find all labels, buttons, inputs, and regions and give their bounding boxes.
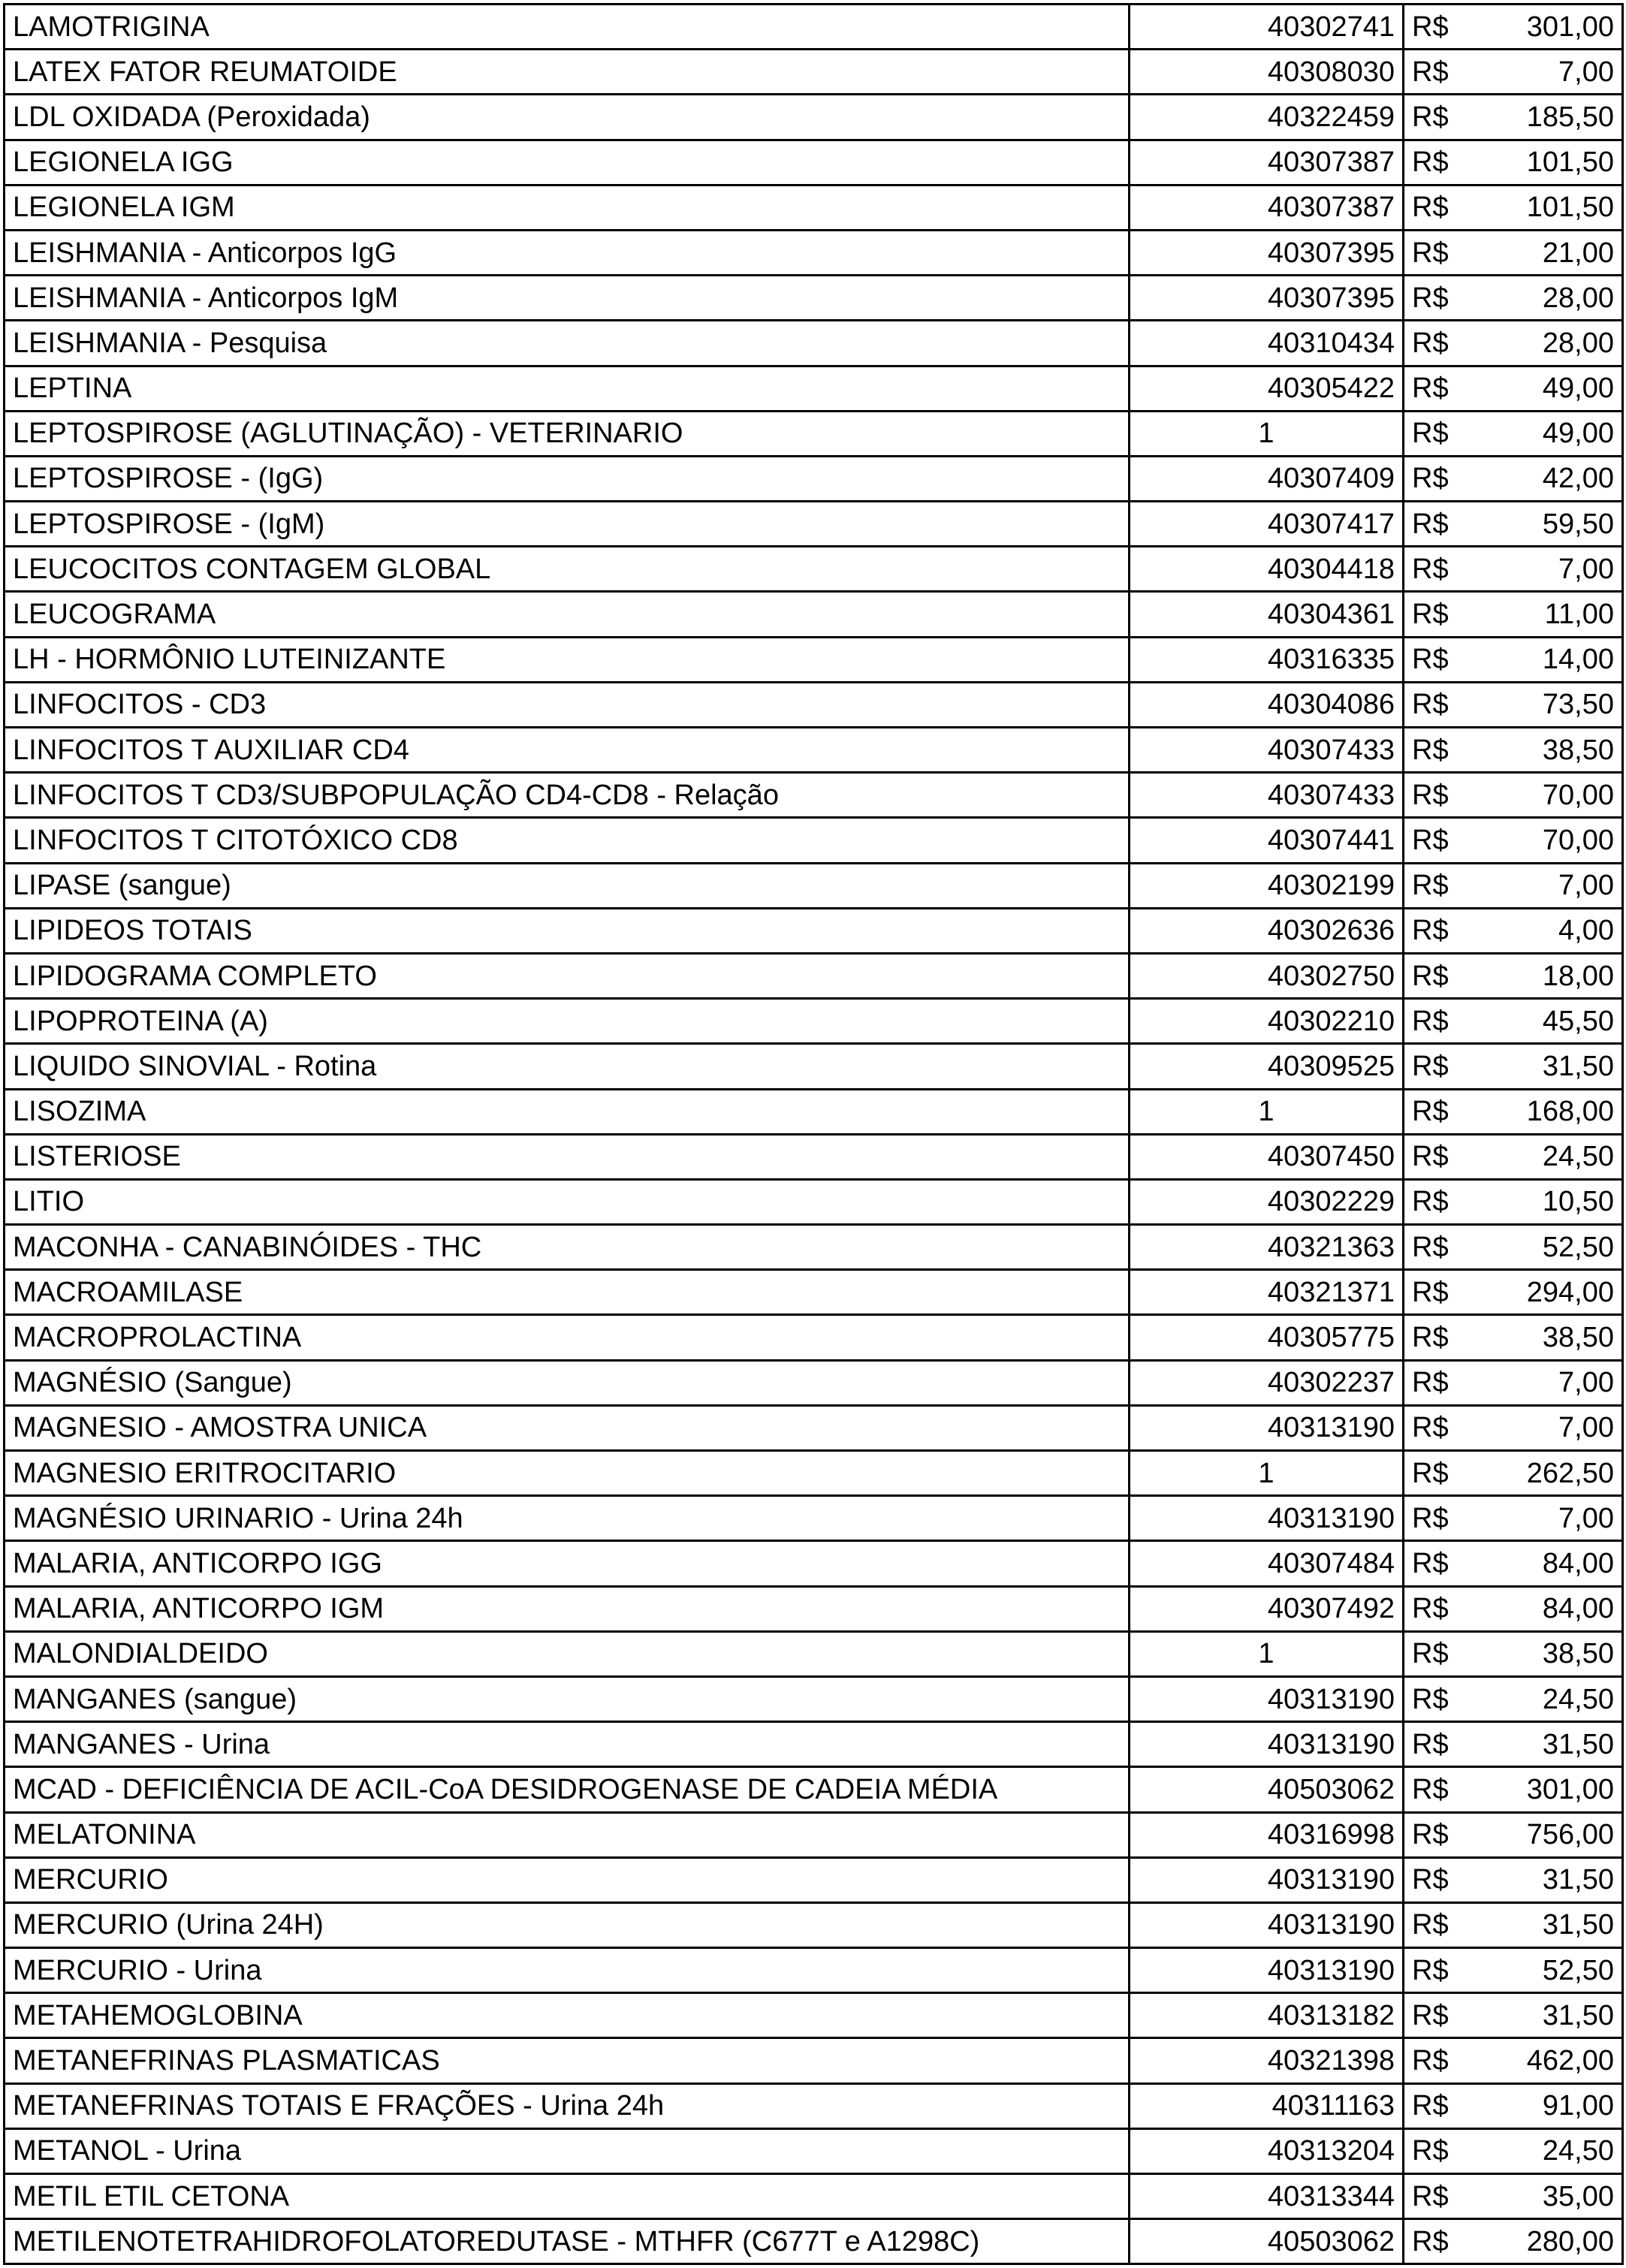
exam-name-cell: MALONDIALDEIDO bbox=[5, 1631, 1130, 1676]
exam-name-cell: LEUCOGRAMA bbox=[5, 592, 1130, 637]
table-row bbox=[5, 1451, 1623, 1496]
table-row bbox=[5, 818, 1623, 863]
currency-symbol-cell: R$ bbox=[1404, 140, 1464, 185]
currency-symbol-cell: R$ bbox=[1404, 502, 1464, 547]
price-value-cell: 35,00 bbox=[1464, 2174, 1623, 2219]
exam-name-cell: MACROAMILASE bbox=[5, 1270, 1130, 1315]
price-value-cell: 7,00 bbox=[1464, 863, 1623, 908]
table-row bbox=[5, 592, 1623, 637]
table-row bbox=[5, 2219, 1623, 2264]
table-row bbox=[5, 1948, 1623, 1993]
table-row bbox=[5, 2174, 1623, 2219]
exam-code-cell: 40302750 bbox=[1130, 953, 1404, 998]
currency-symbol-cell: R$ bbox=[1404, 1902, 1464, 1947]
price-value-cell: 49,00 bbox=[1464, 366, 1623, 411]
exam-code-cell: 40302636 bbox=[1130, 908, 1404, 953]
table-row bbox=[5, 728, 1623, 773]
exam-code-cell: 40313204 bbox=[1130, 2128, 1404, 2173]
table-row bbox=[5, 1902, 1623, 1947]
currency-symbol-cell: R$ bbox=[1404, 953, 1464, 998]
exam-code-cell: 40307417 bbox=[1130, 502, 1404, 547]
exam-name-cell: MAGNESIO ERITROCITARIO bbox=[5, 1451, 1130, 1496]
table-row bbox=[5, 5, 1623, 50]
price-value-cell: 38,50 bbox=[1464, 728, 1623, 773]
exam-code-cell: 40307433 bbox=[1130, 773, 1404, 818]
exam-name-cell: MCAD - DEFICIÊNCIA DE ACIL-CoA DESIDROGENASE DE CADEIA MÉDIA bbox=[5, 1767, 1130, 1812]
exam-code-cell: 40311163 bbox=[1130, 2083, 1404, 2128]
price-value-cell: 91,00 bbox=[1464, 2083, 1623, 2128]
exam-code-cell: 40313190 bbox=[1130, 1405, 1404, 1450]
exam-code-cell: 40503062 bbox=[1130, 2219, 1404, 2264]
exam-name-cell: MERCURIO (Urina 24H) bbox=[5, 1902, 1130, 1947]
table-row bbox=[5, 1044, 1623, 1089]
exam-name-cell: METANEFRINAS PLASMATICAS bbox=[5, 2038, 1130, 2083]
currency-symbol-cell: R$ bbox=[1404, 863, 1464, 908]
currency-symbol-cell: R$ bbox=[1404, 230, 1464, 275]
exam-code-cell: 40313190 bbox=[1130, 1948, 1404, 1993]
exam-name-cell: LH - HORMÔNIO LUTEINIZANTE bbox=[5, 637, 1130, 682]
price-value-cell: 301,00 bbox=[1464, 5, 1623, 50]
table-row bbox=[5, 1315, 1623, 1360]
exam-code-cell: 40302199 bbox=[1130, 863, 1404, 908]
price-value-cell: 84,00 bbox=[1464, 1586, 1623, 1631]
exam-code-cell: 40302237 bbox=[1130, 1360, 1404, 1405]
exam-name-cell: LAMOTRIGINA bbox=[5, 5, 1130, 50]
exam-code-cell: 40313190 bbox=[1130, 1857, 1404, 1902]
price-value-cell: 24,50 bbox=[1464, 1134, 1623, 1179]
exam-name-cell: LEPTINA bbox=[5, 366, 1130, 411]
price-value-cell: 31,50 bbox=[1464, 1044, 1623, 1089]
price-value-cell: 7,00 bbox=[1464, 1360, 1623, 1405]
exam-name-cell: MAGNESIO - AMOSTRA UNICA bbox=[5, 1405, 1130, 1450]
currency-symbol-cell: R$ bbox=[1404, 1451, 1464, 1496]
table-row bbox=[5, 502, 1623, 547]
exam-code-cell: 40307433 bbox=[1130, 728, 1404, 773]
exam-name-cell: LINFOCITOS T CITOTÓXICO CD8 bbox=[5, 818, 1130, 863]
price-value-cell: 28,00 bbox=[1464, 276, 1623, 321]
price-value-cell: 73,50 bbox=[1464, 682, 1623, 727]
price-value-cell: 38,50 bbox=[1464, 1315, 1623, 1360]
table-row bbox=[5, 682, 1623, 727]
table-row bbox=[5, 863, 1623, 908]
exam-name-cell: LEISHMANIA - Anticorpos IgG bbox=[5, 230, 1130, 275]
exam-code-cell: 40310434 bbox=[1130, 321, 1404, 366]
exam-name-cell: LIPASE (sangue) bbox=[5, 863, 1130, 908]
price-value-cell: 7,00 bbox=[1464, 1496, 1623, 1541]
exam-code-cell: 40309525 bbox=[1130, 1044, 1404, 1089]
price-value-cell: 14,00 bbox=[1464, 637, 1623, 682]
currency-symbol-cell: R$ bbox=[1404, 728, 1464, 773]
exam-name-cell: METIL ETIL CETONA bbox=[5, 2174, 1130, 2219]
table-row bbox=[5, 1134, 1623, 1179]
exam-code-cell: 40313190 bbox=[1130, 1902, 1404, 1947]
currency-symbol-cell: R$ bbox=[1404, 1631, 1464, 1676]
exam-code-cell: 40304418 bbox=[1130, 547, 1404, 592]
price-value-cell: 101,50 bbox=[1464, 185, 1623, 230]
exam-code-cell: 1 bbox=[1130, 1631, 1404, 1676]
price-value-cell: 59,50 bbox=[1464, 502, 1623, 547]
currency-symbol-cell: R$ bbox=[1404, 2128, 1464, 2173]
table-row bbox=[5, 276, 1623, 321]
table-row bbox=[5, 1676, 1623, 1721]
currency-symbol-cell: R$ bbox=[1404, 1586, 1464, 1631]
exam-code-cell: 40307492 bbox=[1130, 1586, 1404, 1631]
exam-name-cell: MACROPROLACTINA bbox=[5, 1315, 1130, 1360]
exam-code-cell: 40307484 bbox=[1130, 1541, 1404, 1586]
table-row bbox=[5, 1225, 1623, 1270]
exam-name-cell: LEPTOSPIROSE - (IgM) bbox=[5, 502, 1130, 547]
table-row bbox=[5, 1405, 1623, 1450]
table-row bbox=[5, 95, 1623, 140]
price-value-cell: 31,50 bbox=[1464, 1902, 1623, 1947]
price-table-body bbox=[5, 5, 1623, 2264]
exam-name-cell: LIPIDOGRAMA COMPLETO bbox=[5, 953, 1130, 998]
price-value-cell: 31,50 bbox=[1464, 1722, 1623, 1767]
currency-symbol-cell: R$ bbox=[1404, 1541, 1464, 1586]
table-row bbox=[5, 1631, 1623, 1676]
exam-name-cell: LATEX FATOR REUMATOIDE bbox=[5, 50, 1130, 95]
exam-name-cell: LIPOPROTEINA (A) bbox=[5, 999, 1130, 1044]
currency-symbol-cell: R$ bbox=[1404, 1134, 1464, 1179]
currency-symbol-cell: R$ bbox=[1404, 1857, 1464, 1902]
exam-name-cell: METANEFRINAS TOTAIS E FRAÇÕES - Urina 24h bbox=[5, 2083, 1130, 2128]
price-value-cell: 262,50 bbox=[1464, 1451, 1623, 1496]
price-value-cell: 10,50 bbox=[1464, 1179, 1623, 1224]
price-value-cell: 185,50 bbox=[1464, 95, 1623, 140]
exam-name-cell: LIPIDEOS TOTAIS bbox=[5, 908, 1130, 953]
currency-symbol-cell: R$ bbox=[1404, 276, 1464, 321]
table-row bbox=[5, 456, 1623, 501]
currency-symbol-cell: R$ bbox=[1404, 547, 1464, 592]
price-value-cell: 294,00 bbox=[1464, 1270, 1623, 1315]
exam-code-cell: 40313190 bbox=[1130, 1722, 1404, 1767]
currency-symbol-cell: R$ bbox=[1404, 1767, 1464, 1812]
price-value-cell: 756,00 bbox=[1464, 1812, 1623, 1857]
price-value-cell: 168,00 bbox=[1464, 1089, 1623, 1134]
exam-name-cell: LITIO bbox=[5, 1179, 1130, 1224]
exam-code-cell: 40307409 bbox=[1130, 456, 1404, 501]
table-row bbox=[5, 230, 1623, 275]
currency-symbol-cell: R$ bbox=[1404, 1812, 1464, 1857]
currency-symbol-cell: R$ bbox=[1404, 908, 1464, 953]
exam-name-cell: MERCURIO bbox=[5, 1857, 1130, 1902]
exam-code-cell: 40313190 bbox=[1130, 1496, 1404, 1541]
exam-name-cell: METILENOTETRAHIDROFOLATOREDUTASE - MTHFR (C677T e A1298C) bbox=[5, 2219, 1130, 2264]
currency-symbol-cell: R$ bbox=[1404, 2038, 1464, 2083]
exam-name-cell: MAGNÉSIO (Sangue) bbox=[5, 1360, 1130, 1405]
currency-symbol-cell: R$ bbox=[1404, 1722, 1464, 1767]
table-row bbox=[5, 1360, 1623, 1405]
currency-symbol-cell: R$ bbox=[1404, 1089, 1464, 1134]
exam-name-cell: LEPTOSPIROSE (AGLUTINAÇÃO) - VETERINARIO bbox=[5, 411, 1130, 456]
price-value-cell: 101,50 bbox=[1464, 140, 1623, 185]
exam-name-cell: MACONHA - CANABINÓIDES - THC bbox=[5, 1225, 1130, 1270]
exam-name-cell: LISOZIMA bbox=[5, 1089, 1130, 1134]
price-value-cell: 38,50 bbox=[1464, 1631, 1623, 1676]
exam-code-cell: 1 bbox=[1130, 1451, 1404, 1496]
currency-symbol-cell: R$ bbox=[1404, 592, 1464, 637]
exam-code-cell: 40307387 bbox=[1130, 185, 1404, 230]
currency-symbol-cell: R$ bbox=[1404, 95, 1464, 140]
exam-name-cell: LEGIONELA IGG bbox=[5, 140, 1130, 185]
table-row bbox=[5, 999, 1623, 1044]
price-value-cell: 4,00 bbox=[1464, 908, 1623, 953]
price-value-cell: 70,00 bbox=[1464, 773, 1623, 818]
exam-code-cell: 40322459 bbox=[1130, 95, 1404, 140]
price-value-cell: 31,50 bbox=[1464, 1857, 1623, 1902]
exam-code-cell: 40316998 bbox=[1130, 1812, 1404, 1857]
table-row bbox=[5, 908, 1623, 953]
table-row bbox=[5, 547, 1623, 592]
currency-symbol-cell: R$ bbox=[1404, 682, 1464, 727]
exam-code-cell: 40321363 bbox=[1130, 1225, 1404, 1270]
table-row bbox=[5, 1089, 1623, 1134]
exam-name-cell: MANGANES (sangue) bbox=[5, 1676, 1130, 1721]
exam-name-cell: LEUCOCITOS CONTAGEM GLOBAL bbox=[5, 547, 1130, 592]
price-value-cell: 280,00 bbox=[1464, 2219, 1623, 2264]
price-value-cell: 7,00 bbox=[1464, 547, 1623, 592]
currency-symbol-cell: R$ bbox=[1404, 366, 1464, 411]
price-value-cell: 11,00 bbox=[1464, 592, 1623, 637]
exam-name-cell: LIQUIDO SINOVIAL - Rotina bbox=[5, 1044, 1130, 1089]
exam-name-cell: LISTERIOSE bbox=[5, 1134, 1130, 1179]
exam-name-cell: MALARIA, ANTICORPO IGM bbox=[5, 1586, 1130, 1631]
currency-symbol-cell: R$ bbox=[1404, 456, 1464, 501]
currency-symbol-cell: R$ bbox=[1404, 1179, 1464, 1224]
price-value-cell: 70,00 bbox=[1464, 818, 1623, 863]
table-row bbox=[5, 2128, 1623, 2173]
table-row bbox=[5, 773, 1623, 818]
table-row bbox=[5, 50, 1623, 95]
table-row bbox=[5, 1179, 1623, 1224]
exam-name-cell: LEISHMANIA - Anticorpos IgM bbox=[5, 276, 1130, 321]
exam-name-cell: LINFOCITOS - CD3 bbox=[5, 682, 1130, 727]
exam-name-cell: MELATONINA bbox=[5, 1812, 1130, 1857]
price-value-cell: 24,50 bbox=[1464, 2128, 1623, 2173]
table-row bbox=[5, 1270, 1623, 1315]
exam-code-cell: 40307395 bbox=[1130, 276, 1404, 321]
exam-name-cell: LINFOCITOS T CD3/SUBPOPULAÇÃO CD4-CD8 - Relação bbox=[5, 773, 1130, 818]
currency-symbol-cell: R$ bbox=[1404, 2083, 1464, 2128]
currency-symbol-cell: R$ bbox=[1404, 1948, 1464, 1993]
currency-symbol-cell: R$ bbox=[1404, 1676, 1464, 1721]
table-row bbox=[5, 953, 1623, 998]
currency-symbol-cell: R$ bbox=[1404, 1044, 1464, 1089]
exam-code-cell: 40321371 bbox=[1130, 1270, 1404, 1315]
table-row bbox=[5, 1812, 1623, 1857]
exam-name-cell: LDL OXIDADA (Peroxidada) bbox=[5, 95, 1130, 140]
exam-code-cell: 40304086 bbox=[1130, 682, 1404, 727]
exam-code-cell: 40302229 bbox=[1130, 1179, 1404, 1224]
exam-name-cell: MANGANES - Urina bbox=[5, 1722, 1130, 1767]
currency-symbol-cell: R$ bbox=[1404, 2219, 1464, 2264]
currency-symbol-cell: R$ bbox=[1404, 185, 1464, 230]
exam-code-cell: 40307395 bbox=[1130, 230, 1404, 275]
currency-symbol-cell: R$ bbox=[1404, 1993, 1464, 2038]
table-row bbox=[5, 1496, 1623, 1541]
table-row bbox=[5, 140, 1623, 185]
currency-symbol-cell: R$ bbox=[1404, 1270, 1464, 1315]
exam-code-cell: 40321398 bbox=[1130, 2038, 1404, 2083]
table-row bbox=[5, 1541, 1623, 1586]
price-value-cell: 18,00 bbox=[1464, 953, 1623, 998]
exam-code-cell: 40503062 bbox=[1130, 1767, 1404, 1812]
price-value-cell: 301,00 bbox=[1464, 1767, 1623, 1812]
exam-code-cell: 40304361 bbox=[1130, 592, 1404, 637]
currency-symbol-cell: R$ bbox=[1404, 2174, 1464, 2219]
table-row bbox=[5, 1857, 1623, 1902]
currency-symbol-cell: R$ bbox=[1404, 818, 1464, 863]
currency-symbol-cell: R$ bbox=[1404, 50, 1464, 95]
exam-name-cell: LEISHMANIA - Pesquisa bbox=[5, 321, 1130, 366]
price-value-cell: 7,00 bbox=[1464, 1405, 1623, 1450]
currency-symbol-cell: R$ bbox=[1404, 411, 1464, 456]
exam-code-cell: 40308030 bbox=[1130, 50, 1404, 95]
exam-code-cell: 40302741 bbox=[1130, 5, 1404, 50]
exam-code-cell: 1 bbox=[1130, 1089, 1404, 1134]
table-row bbox=[5, 637, 1623, 682]
price-value-cell: 49,00 bbox=[1464, 411, 1623, 456]
exam-code-cell: 40302210 bbox=[1130, 999, 1404, 1044]
exam-name-cell: METAHEMOGLOBINA bbox=[5, 1993, 1130, 2038]
exam-code-cell: 40307387 bbox=[1130, 140, 1404, 185]
price-value-cell: 21,00 bbox=[1464, 230, 1623, 275]
exam-code-cell: 40316335 bbox=[1130, 637, 1404, 682]
table-row bbox=[5, 1993, 1623, 2038]
price-value-cell: 28,00 bbox=[1464, 321, 1623, 366]
exam-code-cell: 40307450 bbox=[1130, 1134, 1404, 1179]
exam-name-cell: LINFOCITOS T AUXILIAR CD4 bbox=[5, 728, 1130, 773]
currency-symbol-cell: R$ bbox=[1404, 637, 1464, 682]
table-row bbox=[5, 1722, 1623, 1767]
price-value-cell: 24,50 bbox=[1464, 1676, 1623, 1721]
currency-symbol-cell: R$ bbox=[1404, 1360, 1464, 1405]
exam-name-cell: METANOL - Urina bbox=[5, 2128, 1130, 2173]
table-row bbox=[5, 2038, 1623, 2083]
table-row bbox=[5, 1767, 1623, 1812]
exam-code-cell: 40305775 bbox=[1130, 1315, 1404, 1360]
price-value-cell: 52,50 bbox=[1464, 1225, 1623, 1270]
exam-code-cell: 40307441 bbox=[1130, 818, 1404, 863]
price-value-cell: 462,00 bbox=[1464, 2038, 1623, 2083]
table-row bbox=[5, 411, 1623, 456]
price-value-cell: 42,00 bbox=[1464, 456, 1623, 501]
currency-symbol-cell: R$ bbox=[1404, 1496, 1464, 1541]
exam-name-cell: MERCURIO - Urina bbox=[5, 1948, 1130, 1993]
currency-symbol-cell: R$ bbox=[1404, 1405, 1464, 1450]
currency-symbol-cell: R$ bbox=[1404, 999, 1464, 1044]
currency-symbol-cell: R$ bbox=[1404, 1315, 1464, 1360]
exam-name-cell: LEPTOSPIROSE - (IgG) bbox=[5, 456, 1130, 501]
table-row bbox=[5, 2083, 1623, 2128]
table-row bbox=[5, 185, 1623, 230]
exam-code-cell: 40313182 bbox=[1130, 1993, 1404, 2038]
price-value-cell: 31,50 bbox=[1464, 1993, 1623, 2038]
price-value-cell: 84,00 bbox=[1464, 1541, 1623, 1586]
currency-symbol-cell: R$ bbox=[1404, 1225, 1464, 1270]
exam-code-cell: 40313344 bbox=[1130, 2174, 1404, 2219]
exam-name-cell: MAGNÉSIO URINARIO - Urina 24h bbox=[5, 1496, 1130, 1541]
exam-code-cell: 40313190 bbox=[1130, 1676, 1404, 1721]
price-value-cell: 52,50 bbox=[1464, 1948, 1623, 1993]
exam-code-cell: 40305422 bbox=[1130, 366, 1404, 411]
currency-symbol-cell: R$ bbox=[1404, 773, 1464, 818]
currency-symbol-cell: R$ bbox=[1404, 5, 1464, 50]
table-row bbox=[5, 321, 1623, 366]
price-table bbox=[3, 3, 1624, 2265]
exam-name-cell: MALARIA, ANTICORPO IGG bbox=[5, 1541, 1130, 1586]
currency-symbol-cell: R$ bbox=[1404, 321, 1464, 366]
exam-code-cell: 1 bbox=[1130, 411, 1404, 456]
table-row bbox=[5, 366, 1623, 411]
table-row bbox=[5, 1586, 1623, 1631]
price-value-cell: 7,00 bbox=[1464, 50, 1623, 95]
exam-name-cell: LEGIONELA IGM bbox=[5, 185, 1130, 230]
price-value-cell: 45,50 bbox=[1464, 999, 1623, 1044]
